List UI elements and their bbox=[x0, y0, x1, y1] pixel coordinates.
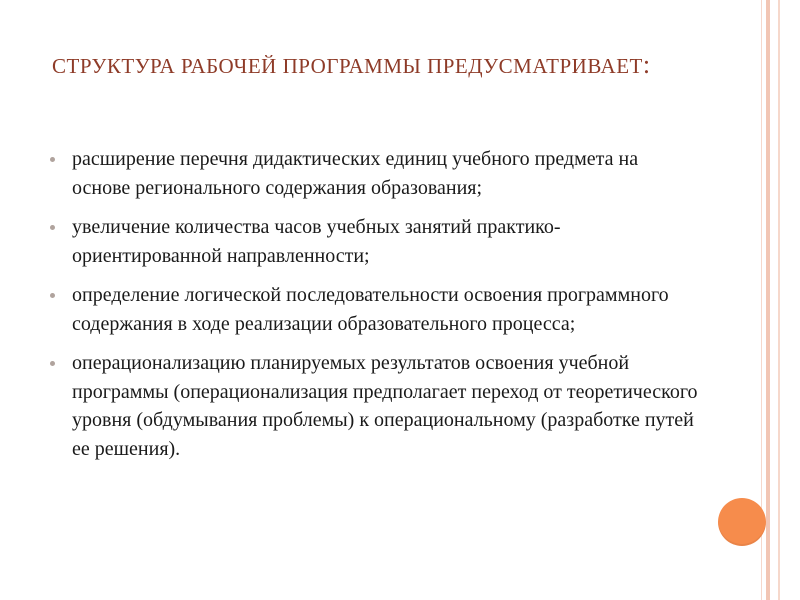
right-border-line-outer bbox=[778, 0, 780, 600]
bullet-item bbox=[50, 281, 700, 338]
bullet-dot-icon bbox=[50, 157, 55, 162]
right-border-band bbox=[766, 0, 770, 600]
bullet-item bbox=[50, 145, 700, 202]
bullet-item bbox=[50, 349, 700, 463]
bullet-text: определение логической последовательности освоения программного содержания в ходе реализации образовательного процесса; bbox=[72, 284, 669, 335]
bullet-text: расширение перечня дидактических единиц учебного предмета на основе регионального содержания образования; bbox=[72, 148, 639, 199]
accent-circle-decoration bbox=[718, 498, 766, 546]
slide-title bbox=[52, 46, 692, 85]
slide-title-text: СТРУКТУРА РАБОЧЕЙ ПРОГРАММЫ ПРЕДУСМАТРИВАЕТ bbox=[52, 54, 643, 78]
slide-title-colon: : bbox=[642, 50, 651, 79]
bullet-dot-icon bbox=[50, 225, 55, 230]
bullet-list bbox=[50, 145, 700, 474]
bullet-dot-icon bbox=[50, 293, 55, 298]
bullet-text: операционализацию планируемых результатов освоения учебной программы (операционализация предполагает переход от теоретического уровня (обдумывания проблемы) к операциональному (разработке путей ее решения). bbox=[72, 352, 698, 460]
bullet-dot-icon bbox=[50, 361, 55, 366]
bullet-text: увеличение количества часов учебных занятий практико-ориентированной направленности; bbox=[72, 216, 561, 267]
bullet-item bbox=[50, 213, 700, 270]
